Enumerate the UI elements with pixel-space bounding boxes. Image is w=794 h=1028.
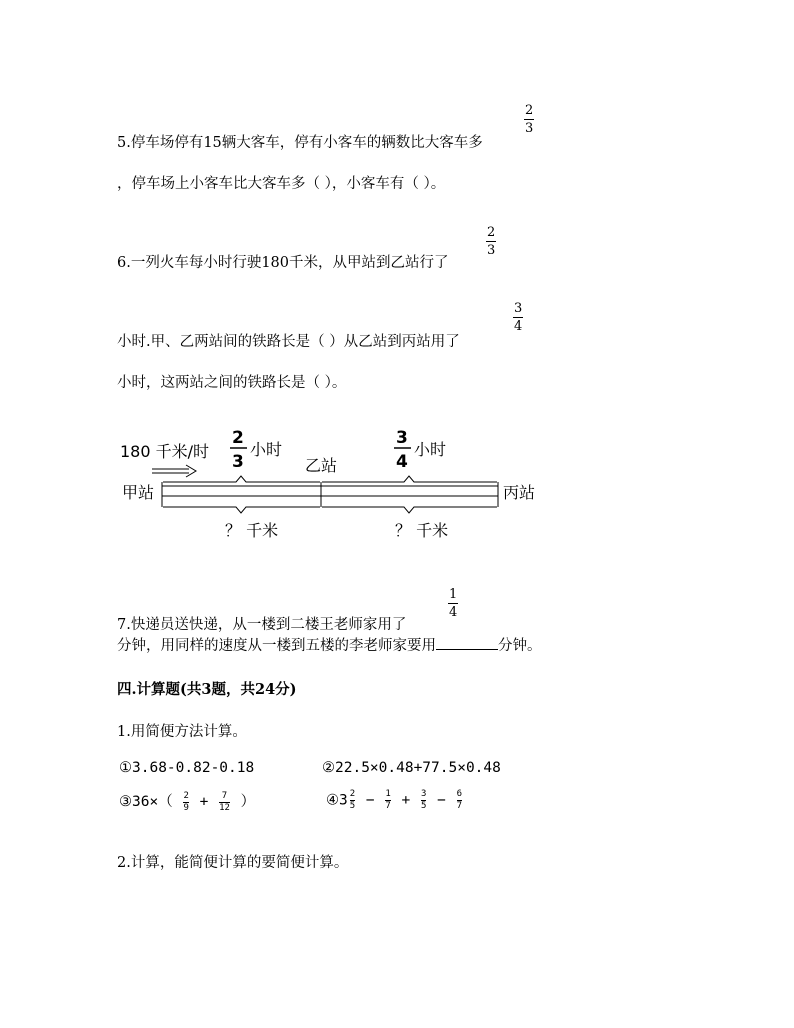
q5-frac-num: 2 — [525, 103, 534, 118]
frac-den: 5 — [420, 801, 427, 811]
brace-top-1 — [163, 476, 320, 482]
fraction — [183, 792, 188, 813]
expr-2: ②22.5×0.48+77.5×0.48 — [322, 760, 501, 776]
q6-line2: 小时.甲、乙两站间的铁路长是（ ）从乙站到丙站用了 — [117, 334, 460, 350]
problem-1-title: 1.用简便方法计算。 — [117, 724, 247, 740]
frac-den: 7 — [385, 801, 391, 811]
rail-track — [162, 482, 498, 507]
expr-4-pre: ④3 — [326, 792, 348, 809]
q7-frac-den: 4 — [449, 605, 458, 620]
station-a-label: 甲站 — [122, 483, 155, 502]
frac-bar — [486, 241, 496, 242]
brace-bottom-2 — [322, 507, 497, 513]
diagram-hour1: 小时 — [250, 440, 283, 459]
q6-line3: 小时，这两站之间的铁路长是（ ）。 — [117, 375, 347, 391]
operator: + — [401, 792, 411, 809]
frac-den: 12 — [219, 802, 230, 813]
expr-1: ①3.68-0.82-0.18 — [119, 760, 255, 776]
operator: − — [437, 792, 446, 809]
frac-num: 2 — [183, 790, 189, 801]
fraction — [457, 790, 462, 811]
q6-frac2-den: 4 — [514, 319, 523, 334]
fraction — [421, 790, 426, 811]
frac-den: 5 — [349, 801, 356, 811]
expr-4 — [326, 790, 464, 811]
q6-frac2-num: 3 — [514, 301, 523, 316]
brace-bottom-1 — [163, 507, 320, 513]
q6-frac1-den: 3 — [487, 243, 496, 258]
arrow-right-icon — [152, 465, 196, 477]
distance-unknown-1: ？ 千米 — [225, 521, 279, 540]
frac-num: 3 — [420, 789, 427, 799]
q7-line2-part2: 分钟。 — [498, 638, 542, 654]
frac-num: 2 — [349, 789, 356, 799]
diagram-frac1-den: 3 — [232, 452, 244, 472]
q6-text: 6.一列火车每小时行驶180千米，从甲站到乙站行了 — [117, 255, 449, 271]
operator: − — [365, 792, 375, 809]
frac-num: 6 — [456, 789, 463, 799]
station-b-label: 乙站 — [305, 456, 338, 475]
speed-label: 180 千米/时 — [120, 442, 210, 461]
fraction — [350, 790, 355, 811]
operator: + — [199, 794, 209, 810]
q6-fraction-2 — [513, 302, 523, 333]
fraction — [219, 792, 230, 813]
q7-fraction — [448, 588, 458, 619]
diagram-hour2: 小时 — [414, 440, 447, 459]
frac-bar — [448, 603, 458, 604]
section-heading: 四.计算题(共3题，共24分) — [117, 681, 297, 698]
q5-text: 5.停车场停有15辆大客车，停有小客车的辆数比大客车多 — [117, 135, 483, 151]
frac-num: 1 — [385, 789, 391, 799]
frac-den: 9 — [183, 802, 189, 813]
expr-3 — [119, 790, 255, 813]
q5-fraction — [524, 104, 534, 135]
station-c-label: 丙站 — [503, 483, 536, 502]
fraction — [385, 790, 390, 811]
expr-3-pre: ③36×（ — [119, 794, 173, 810]
diagram-frac2-num: 3 — [396, 428, 408, 448]
brace-top-2 — [322, 476, 497, 482]
q7-text: 7.快递员送快递，从一楼到二楼王老师家用了 — [117, 617, 407, 633]
frac-den: 7 — [456, 801, 463, 811]
frac-bar — [513, 317, 523, 318]
expr-3-post: ） — [240, 794, 256, 810]
q5-line2: ，停车场上小客车比大客车多（ ），小客车有（ ）。 — [117, 176, 446, 192]
q6-frac1-num: 2 — [487, 225, 496, 240]
frac-num: 7 — [221, 790, 228, 801]
problem-2-title: 2.计算，能简便计算的要简便计算。 — [117, 855, 349, 871]
q6-fraction-1 — [486, 226, 496, 257]
q7-line2-part1: 分钟，用同样的速度从一楼到五楼的李老师家要用 — [117, 638, 436, 654]
frac-bar — [524, 119, 534, 120]
diagram-frac2-den: 4 — [396, 452, 408, 472]
answer-blank[interactable] — [436, 635, 498, 650]
q7-line2 — [117, 634, 542, 655]
q7-frac-num: 1 — [449, 587, 458, 602]
diagram-frac1-num: 2 — [232, 428, 244, 448]
q5-frac-den: 3 — [525, 121, 534, 136]
distance-unknown-2: ？ 千米 — [395, 521, 449, 540]
